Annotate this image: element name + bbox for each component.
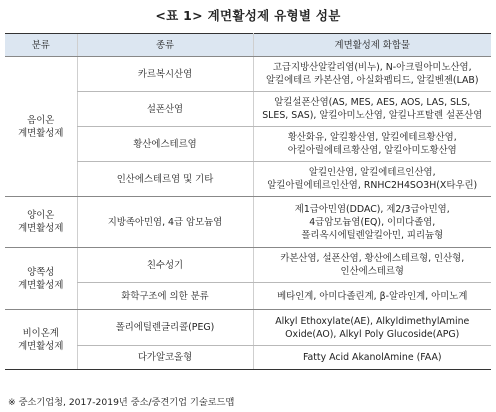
compound-line: 카본산염, 설폰산염, 황산에스테르형, 인산형, [280, 253, 465, 264]
group-label-nonionic [5, 310, 77, 370]
type-cell: 지방족아민염, 4급 암모늄염 [77, 197, 253, 248]
type-cell: 카르복시산염 [77, 57, 253, 92]
table-row [5, 346, 491, 370]
compound-line: 알킬아릴에테르인산염, RNHC2H4SO3H(X타우린) [267, 180, 478, 191]
group-label-line: 음이온 [27, 114, 55, 126]
compounds-cell [253, 346, 491, 370]
group-label-anionic [5, 57, 77, 197]
compound-line: 알킬설폰산염(AS, MES, AES, AOS, LAS, SLS, [274, 97, 471, 108]
compound-line: Oxide(AO), Alkyl Poly Glucoside(APG) [285, 328, 460, 340]
compounds-cell [253, 310, 491, 346]
type-cell: 화학구조에 의한 분류 [77, 283, 253, 310]
compound-line: 알킬인산염, 알킬에테르인산염, [308, 167, 436, 178]
group-label-line: 계면활성제 [18, 279, 64, 291]
group-label-line: 계면활성제 [18, 223, 64, 234]
header-type: 종류 [77, 34, 253, 57]
compound-line: 인산에스테르형 [340, 266, 404, 277]
compounds-cell [253, 283, 491, 310]
compounds-cell [253, 162, 491, 197]
table-row [5, 57, 491, 92]
compounds-cell [253, 248, 491, 283]
group-label-line: 계면활성제 [18, 340, 64, 352]
compounds-cell [253, 127, 491, 162]
type-cell: 친수성기 [77, 248, 253, 283]
type-cell: 폴리에틸렌글리콜(PEG) [77, 310, 253, 346]
compound-line: 4급암모늄염(EQ), 이미다졸염, [309, 216, 436, 228]
table-title: <표 1> 계면활성제 유형별 성분 [155, 8, 341, 23]
compound-line: 황산화유, 알킬황산염, 알킬에테르황산염, [287, 132, 457, 143]
compound-line: 베타인계, 아미다졸린계, β-알라인계, 아미노계 [277, 290, 468, 302]
type-cell: 인산에스테르염 및 기타 [77, 162, 253, 197]
compound-line: Fatty Acid AkanolAmine (FAA) [302, 352, 442, 363]
group-label-line: 양이온 [27, 210, 55, 221]
group-label-cationic [5, 197, 77, 248]
compound-line: 고급지방산알칼리염(비누), N-아크릴아미노산염, [272, 62, 472, 73]
group-label-line: 비이온계 [22, 327, 59, 339]
group-label-amphoteric [5, 248, 77, 310]
compound-line: SLES, SAS), 알킬아미노산염, 알킬나프탈렌 설폰산염 [262, 110, 483, 121]
header-row [5, 34, 491, 57]
group-label-line: 양쪽성 [27, 266, 55, 278]
type-cell: 설폰산염 [77, 92, 253, 127]
header-category: 분류 [5, 34, 77, 57]
type-cell: 다가알코올형 [77, 346, 253, 370]
header-compounds: 계면활성제 화합물 [253, 34, 491, 57]
table-row [5, 283, 491, 310]
table-row [5, 197, 491, 248]
compounds-cell [253, 92, 491, 127]
compound-line: 제1급아민염(DDAC), 제2/3급아민염, [294, 203, 450, 215]
table-row [5, 162, 491, 197]
table-row [5, 92, 491, 127]
group-label-line: 계면활성제 [18, 127, 64, 139]
table-row [5, 248, 491, 283]
surfactant-table [5, 33, 491, 370]
compound-line: Alkyl Ethoxylate(AE), AlkyldimethylAmine [275, 315, 470, 327]
table-row [5, 310, 491, 346]
compound-line: 폴리옥시에틸렌알킬아민, 피리늄형 [301, 229, 444, 241]
compounds-cell [253, 57, 491, 92]
compound-line: 아킬아릴에테르황산염, 알킬아미도황산염 [287, 145, 457, 156]
compounds-cell [253, 197, 491, 248]
source-note: ※ 중소기업청, 2017-2019년 중소/중견기업 기술로드맵 [8, 397, 235, 408]
compound-line: 알킬에테르 카본산염, 아실화펩티드, 알킬벤젠(LAB) [265, 75, 479, 86]
type-cell: 황산에스테르염 [77, 127, 253, 162]
table-row [5, 127, 491, 162]
